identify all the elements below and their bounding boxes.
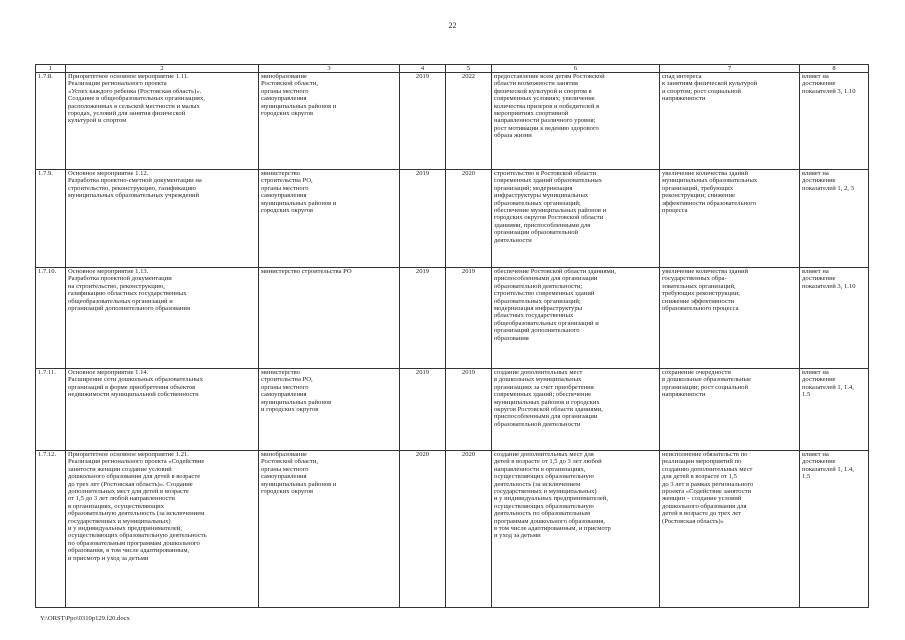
executor-cell: министерство строительства РО, органы местного самоуправления муниципальных районов и городских округов bbox=[259, 369, 400, 451]
expected-result-cell: создание дополнительных мест в дошкольных муниципальных организациях за счет приобретения современных зданий; обеспечение муниципальных районов и городских округов Ростовской области зданиями, приспособленными для организации образовательной деятельности bbox=[492, 369, 660, 451]
start-year-cell: 2019 bbox=[400, 268, 446, 369]
row-number: 1.7.8. bbox=[36, 73, 66, 170]
column-header: 3 bbox=[259, 65, 400, 73]
consequences-cell: сохранение очередности в дошкольные образовательные организации; рост социальной напряженности bbox=[660, 369, 800, 451]
end-year-cell: 2022 bbox=[446, 73, 492, 170]
row-number: 1.7.10. bbox=[36, 268, 66, 369]
indicator-link-cell: влияет на достижение показателей 1, 1.4, 1.5 bbox=[800, 451, 869, 608]
file-path-footer: Y:\ORST\Ppo\0310p129.f20.docx bbox=[40, 615, 130, 622]
column-header: 8 bbox=[800, 65, 869, 73]
column-header: 4 bbox=[400, 65, 446, 73]
page-number: 22 bbox=[448, 21, 457, 30]
indicator-link-cell: влияет на достижение показателей 3, 1.10 bbox=[800, 73, 869, 170]
executor-cell: министерство строительства РО, органы местного самоуправления муниципальных районов и городских округов bbox=[259, 170, 400, 268]
consequences-cell: увеличение количества зданий муниципальных образовательных организаций, требующих реконструкции; снижение эффективности образовательного процесса bbox=[660, 170, 800, 268]
start-year-cell: 2019 bbox=[400, 369, 446, 451]
indicator-link-cell: влияет на достижение показателей 1, 2, 3 bbox=[800, 170, 869, 268]
expected-result-cell: строительство в Ростовской области современных зданий образовательных организаций; модернизация инфраструктуры муниципальных образовательных организаций; обеспечение муниципальных районов и городских округов Ростовской области зданиями, приспособленными для организации образовательной деятельности bbox=[492, 170, 660, 268]
end-year-cell: 2020 bbox=[446, 170, 492, 268]
column-header: 1 bbox=[36, 65, 66, 73]
table-row bbox=[36, 170, 869, 268]
indicator-link-cell: влияет на достижение показателей 3, 1.10 bbox=[800, 268, 869, 369]
consequences-cell: спад интереса к занятиям физической культурой и спортом; рост социальной напряженности bbox=[660, 73, 800, 170]
start-year-cell: 2019 bbox=[400, 73, 446, 170]
activity-cell: Приоритетное основное мероприятие 1.11. Реализация регионального проекта «Успех каждого ребенка (Ростовская область)». Создание в общеобразовательных организациях, расположенных в сельской местности и малых городах, условий для занятия физической культурой и спортом bbox=[66, 73, 259, 170]
table-row bbox=[36, 451, 869, 608]
end-year-cell: 2020 bbox=[446, 451, 492, 608]
consequences-cell: увеличение количества зданий государственных обра- зовательных организаций, требующих реконструкции; снижение эффективности образовательного процесса bbox=[660, 268, 800, 369]
start-year-cell: 2020 bbox=[400, 451, 446, 608]
column-header: 5 bbox=[446, 65, 492, 73]
table-row bbox=[36, 369, 869, 451]
activity-cell: Приоритетное основное мероприятие 1.21. Реализация регионального проекта «Содействие занятости женщин создание условий дошкольного образования для детей в возрасте до трех лет (Ростовская область)». Создание дополнительных мест для детей в возрасте от 1,5 до 3 лет любой направленности в организациях, осуществляющих образовательную деятельность (за исключением государственных и муниципальных) и у индивидуальных предпринимателей, осуществляющих образовательную деятельность по образовательным программам дошкольного образования, в том числе адаптированным, и присмотр и уход за детьми bbox=[66, 451, 259, 608]
activity-cell: Основное мероприятие 1.13. Разработка проектной документации на строительство, реконструкцию, газификацию областных государственных общеобразовательных организаций и организаций дополнительного образования bbox=[66, 268, 259, 369]
row-number: 1.7.12. bbox=[36, 451, 66, 608]
activity-cell: Основное мероприятие 1.12. Разработка проектно-сметной документации на строительство, реконструкцию, газификацию муниципальных образовательных учреждений bbox=[66, 170, 259, 268]
executor-cell: министерство строительства РО bbox=[259, 268, 400, 369]
column-header: 2 bbox=[66, 65, 259, 73]
indicator-link-cell: влияет на достижение показателей 1, 1.4, 1.5 bbox=[800, 369, 869, 451]
activities-table bbox=[35, 64, 869, 608]
row-number: 1.7.11. bbox=[36, 369, 66, 451]
column-number-row bbox=[36, 65, 869, 73]
start-year-cell: 2019 bbox=[400, 170, 446, 268]
column-header: 6 bbox=[492, 65, 660, 73]
row-number: 1.7.9. bbox=[36, 170, 66, 268]
expected-result-cell: предоставление всем детям Ростовской области возможности занятия физической культурой и спортом в современных условиях; увеличение количества призеров и победителей в мероприятиях спортивной направленности различного уровня; рост мотивации к ведению здорового образа жизни bbox=[492, 73, 660, 170]
expected-result-cell: обеспечение Ростовской области зданиями, приспособленными для организации образовательной деятельности; строительство современных зданий образовательных организаций; модернизация инфраструктуры областных государственных общеобразовательных организаций и организаций дополнительного образования bbox=[492, 268, 660, 369]
activity-cell: Основное мероприятие 1.14. Расширение сети дошкольных образовательных организаций в форме приобретения объектов недвижимости муниципальной собственности bbox=[66, 369, 259, 451]
end-year-cell: 2019 bbox=[446, 369, 492, 451]
table-row bbox=[36, 268, 869, 369]
expected-result-cell: создание дополнительных мест для детей в возрасте от 1,5 до 3 лет любой направленности в организациях, осуществляющих образовательную деятельность (за исключением государственных и муниципальных) и у индивидуальных предпринимателей, осуществляющих образовательную деятельность по образовательным программам дошкольного образования, в том числе адаптированным, и присмотр и уход за детьми bbox=[492, 451, 660, 608]
end-year-cell: 2019 bbox=[446, 268, 492, 369]
consequences-cell: неисполнение обязательств по реализации мероприятий по созданию дополнительных мест для детей в возрасте от 1,5 до 3 лет в рамках регионального проекта «Содействие занятости женщин – создание условий дошкольного образования для детей в возрасте до трех лет (Ростовская область)» bbox=[660, 451, 800, 608]
column-header: 7 bbox=[660, 65, 800, 73]
table-row bbox=[36, 73, 869, 170]
executor-cell: минобразование Ростовской области, органы местного самоуправления муниципальных районов и городских округов bbox=[259, 73, 400, 170]
executor-cell: минобразование Ростовской области, органы местного самоуправления муниципальных районов и городских округов bbox=[259, 451, 400, 608]
